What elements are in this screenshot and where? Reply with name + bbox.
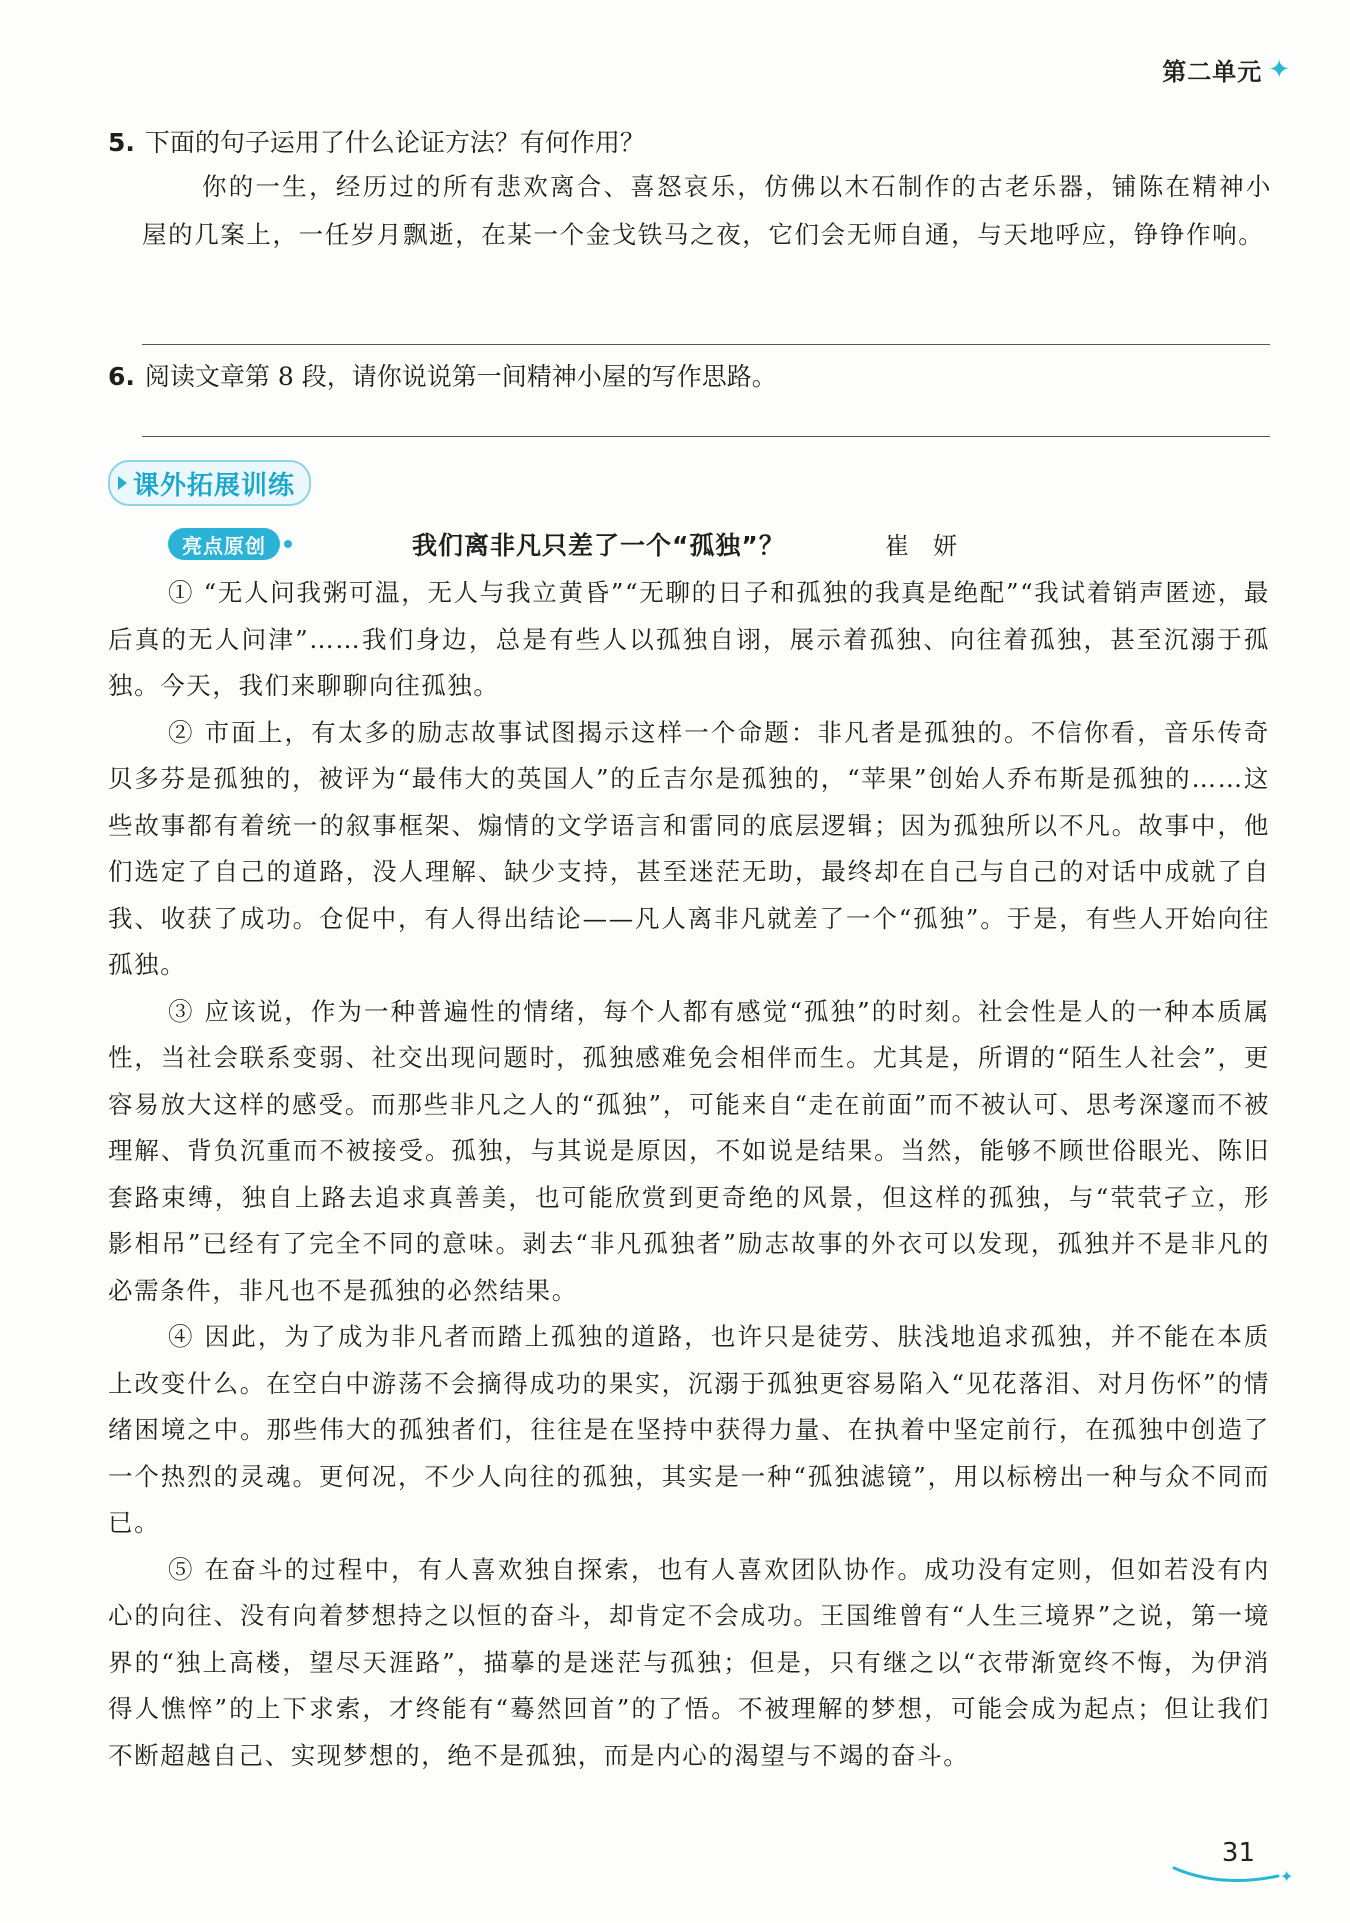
paragraph-2: ② 市面上，有太多的励志故事试图揭示这样一个命题：非凡者是孤独的。不信你看，音乐传奇贝多芬是孤独的，被评为“最伟大的英国人”的丘吉尔是孤独的，“苹果”创始人乔布斯是孤独的……这些故事都有着统一的叙事框架、煽情的文学语言和雷同的底层逻辑；因为孤独所以不凡。故事中，他们选定了自己的道路，没人理解、缺少支持，甚至迷茫无助，最终却在自己与自己的对话中成就了自我、收获了成功。仓促中，有人得出结论——凡人离非凡就差了一个“孤独”。于是，有些人开始向往孤独。 — [108, 717, 1270, 979]
swoosh-decoration-icon — [1170, 1862, 1300, 1888]
answer-line[interactable] — [142, 344, 1270, 345]
paragraph-3: ③ 应该说，作为一种普遍性的情绪，每个人都有感觉“孤独”的时刻。社会性是人的一种本质属性，当社会联系变弱、社交出现问题时，孤独感难免会相伴而生。尤其是，所谓的“陌生人社会”，更容易放大这样的感受。而那些非凡之人的“孤独”，可能来自“走在前面”而不被认可、思考深邃而不被理解、背负沉重而不被接受。孤独，与其说是原因，不如说是结果。当然，能够不顾世俗眼光、陈旧套路束缚，独自上路去追求真善美，也可能欣赏到更奇绝的风景，但这样的孤独，与“茕茕孑立，形影相吊”已经有了完全不同的意味。剥去“非凡孤独者”励志故事的外衣可以发现，孤独并不是非凡的必需条件，非凡也不是孤独的必然结果。 — [108, 996, 1270, 1305]
paragraph-1: ① “无人问我粥可温，无人与我立黄昏”“无聊的日子和孤独的我真是绝配”“我试着销声匿迹，最后真的无人问津”……我们身边，总是有些人以孤独自诩，展示着孤独、向往着孤独，甚至沉溺于孤独。今天，我们来聊聊向往孤独。 — [108, 578, 1270, 700]
question-number: 6. — [108, 362, 135, 391]
highlight-tag-label: 亮点原创 — [182, 533, 266, 558]
question-5 — [108, 126, 645, 160]
question-number: 5. — [108, 128, 135, 157]
article-title: 我们离非凡只差了一个“孤独”？ — [412, 531, 785, 560]
paragraph-4: ④ 因此，为了成为非凡者而踏上孤独的道路，也许只是徒劳、肤浅地追求孤独，并不能在本质上改变什么。在空白中游荡不会摘得成功的果实，沉溺于孤独更容易陷入“见花落泪、对月伤怀”的情绪困境之中。那些伟大的孤独者们，往往是在坚持中获得力量、在执着中坚定前行，在孤独中创造了一个热烈的灵魂。更何况，不少人向往的孤独，其实是一种“孤独滤镜”，用以标榜出一种与众不同而已。 — [108, 1322, 1270, 1537]
answer-line[interactable] — [142, 436, 1270, 437]
page-number: 31 — [1221, 1838, 1255, 1868]
article-body — [108, 570, 1270, 1779]
sparkle-icon: ✦ — [1268, 54, 1290, 85]
question-5-quote: 你的一生，经历过的所有悲欢离合、喜怒哀乐，仿佛以木石制作的古老乐器，铺陈在精神小屋的几案上，一任岁月飘逝，在某一个金戈铁马之夜，它们会无师自通，与天地呼应，铮铮作响。 — [142, 172, 1272, 249]
highlight-tag — [168, 528, 280, 560]
article-author: 崔妍 — [885, 532, 981, 560]
paragraph-5: ⑤ 在奋斗的过程中，有人喜欢独自探索，也有人喜欢团队协作。成功没有定则，但如若没有内心的向往、没有向着梦想持之以恒的奋斗，却肯定不会成功。王国维曾有“人生三境界”之说，第一境界的“独上高楼，望尽天涯路”，描摹的是迷茫与孤独；但是，只有继之以“衣带渐宽终不悔，为伊消得人憔悴”的上下求索，才终能有“蓦然回首”的了悟。不被理解的梦想，可能会成为起点；但让我们不断超越自己、实现梦想的，绝不是孤独，而是内心的渴望与不竭的奋斗。 — [108, 1554, 1270, 1770]
unit-header — [1162, 52, 1290, 87]
unit-title: 第二单元 — [1162, 58, 1263, 86]
triangle-icon — [118, 476, 127, 490]
dot-icon — [284, 540, 292, 548]
question-6 — [108, 360, 777, 394]
section-title: 课外拓展训练 — [133, 470, 296, 501]
section-banner — [108, 460, 311, 506]
question-prompt: 阅读文章第 8 段，请你说说第一间精神小屋的写作思路。 — [144, 362, 777, 391]
svg-text:✦: ✦ — [1280, 1867, 1294, 1886]
question-prompt: 下面的句子运用了什么论证方法？有何作用？ — [144, 128, 645, 157]
